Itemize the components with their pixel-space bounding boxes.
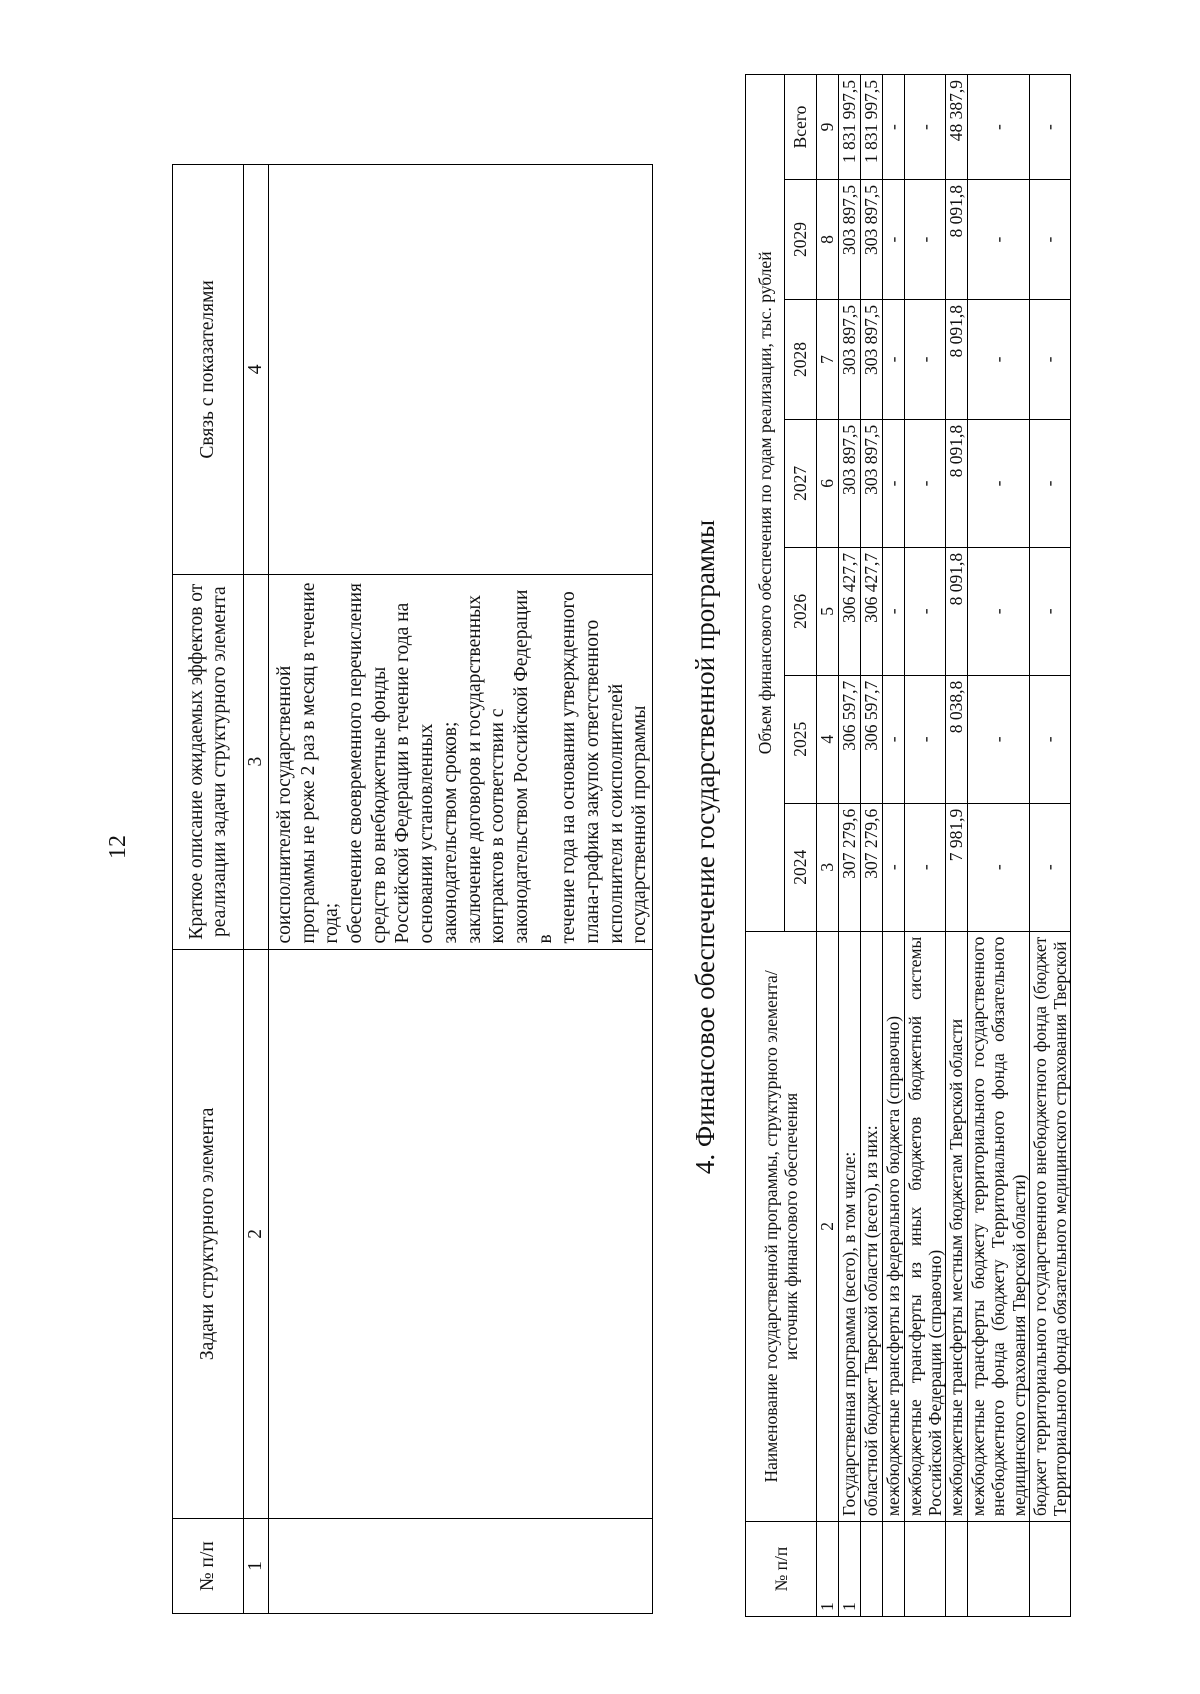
table-row bbox=[269, 165, 653, 1614]
value-cell: - bbox=[905, 675, 946, 803]
value-cell: 306 427,7 bbox=[839, 547, 861, 675]
header-volume: Объем финансового обеспечения по годам реализации, тыс. рублей bbox=[746, 75, 785, 932]
value-cell: - bbox=[968, 547, 1029, 675]
value-cell: 1 831 997,5 bbox=[839, 75, 861, 180]
description-line: законодательством сроков; bbox=[439, 721, 461, 944]
value-cell: - bbox=[883, 675, 905, 803]
section-title: 4. Финансовое обеспечение государственной программы bbox=[690, 519, 720, 1175]
description-line: средств во внебюджетные фонды bbox=[368, 666, 390, 944]
header-cell: Краткое описание ожидаемых эффектов от реализации задачи структурного элемента bbox=[173, 574, 244, 949]
row-number bbox=[946, 1522, 968, 1617]
value-cell: 8 091,8 bbox=[946, 547, 968, 675]
value-cell: 8 091,8 bbox=[946, 180, 968, 300]
value-cell: - bbox=[905, 419, 946, 547]
year-cell: 2029 bbox=[785, 180, 817, 300]
column-number: 6 bbox=[817, 419, 839, 547]
financing-header-row bbox=[746, 75, 785, 1617]
value-cell: - bbox=[1029, 299, 1070, 419]
row-number-cell bbox=[269, 1519, 653, 1614]
task-cell bbox=[269, 949, 653, 1519]
value-cell: 303 897,5 bbox=[839, 419, 861, 547]
header-cell: № п/п bbox=[173, 1519, 244, 1614]
table-row bbox=[905, 75, 946, 1617]
value-cell: 306 597,7 bbox=[861, 675, 883, 803]
value-cell: 307 279,6 bbox=[839, 803, 861, 931]
tasks-table bbox=[172, 164, 653, 1614]
page-number: 12 bbox=[105, 835, 131, 859]
value-cell: - bbox=[968, 675, 1029, 803]
value-cell: - bbox=[905, 803, 946, 931]
effects-description bbox=[269, 574, 653, 949]
description-line: законодательством Российской Федерации в bbox=[510, 589, 556, 944]
indicators-cell bbox=[269, 165, 653, 575]
row-number: 1 bbox=[839, 1522, 861, 1617]
value-cell: - bbox=[1029, 180, 1070, 300]
value-cell: - bbox=[905, 299, 946, 419]
value-cell: - bbox=[883, 547, 905, 675]
row-number bbox=[883, 1522, 905, 1617]
value-cell: 303 897,5 bbox=[839, 299, 861, 419]
row-name: межбюджетные трансферты из федерального бюджета (справочно) bbox=[883, 931, 905, 1521]
description-line: Российской Федерации в течение года на bbox=[392, 602, 414, 944]
row-name: Государственная программа (всего), в том числе: bbox=[839, 931, 861, 1521]
description-line: обеспечение своевременного перечисления bbox=[345, 582, 367, 944]
financing-table bbox=[745, 74, 1071, 1617]
financing-rows bbox=[839, 75, 1071, 1617]
row-name: межбюджетные трансферты бюджету территориального государственного внебюджетного фонда (бюджету Территориального фонда обязательного медицинского страхования Тверской области) bbox=[968, 931, 1029, 1521]
column-number: 5 bbox=[817, 547, 839, 675]
column-number: 8 bbox=[817, 180, 839, 300]
tasks-header-row bbox=[173, 165, 244, 1614]
column-number-row bbox=[817, 75, 839, 1617]
description-line: заключение договоров и государственных bbox=[463, 594, 485, 944]
row-name: межбюджетные трансферты местным бюджетам Тверской области bbox=[946, 931, 968, 1521]
value-cell: 307 279,6 bbox=[861, 803, 883, 931]
value-cell: 306 597,7 bbox=[839, 675, 861, 803]
value-cell: - bbox=[968, 803, 1029, 931]
value-cell: - bbox=[905, 180, 946, 300]
column-number: 2 bbox=[244, 949, 269, 1519]
table-row bbox=[839, 75, 861, 1617]
row-number bbox=[968, 1522, 1029, 1617]
header-name: Наименование государственной программы, структурного элемента/источник финансового обеспечения bbox=[746, 931, 817, 1521]
column-number: 1 bbox=[244, 1519, 269, 1614]
table-row bbox=[1029, 75, 1070, 1617]
column-number-row bbox=[244, 165, 269, 1614]
year-cell: 2024 bbox=[785, 803, 817, 931]
description-line: основании установленных bbox=[416, 723, 438, 944]
description-line: соисполнителей государственной bbox=[274, 665, 295, 944]
header-cell: Задачи структурного элемента bbox=[173, 949, 244, 1519]
description-line: государственной программы bbox=[629, 705, 651, 944]
row-name: областной бюджет Тверской области (всего), из них: bbox=[861, 931, 883, 1521]
header-cell: Связь с показателями bbox=[173, 165, 244, 575]
value-cell: 8 091,8 bbox=[946, 299, 968, 419]
value-cell: - bbox=[905, 75, 946, 180]
year-cell: 2028 bbox=[785, 299, 817, 419]
description-line: программы не реже 2 раз в месяц в течение bbox=[297, 582, 319, 944]
value-cell: - bbox=[968, 75, 1029, 180]
value-cell: - bbox=[1029, 419, 1070, 547]
value-cell: - bbox=[1029, 75, 1070, 180]
table-row bbox=[946, 75, 968, 1617]
table-row bbox=[861, 75, 883, 1617]
row-number bbox=[905, 1522, 946, 1617]
value-cell: 306 427,7 bbox=[861, 547, 883, 675]
value-cell: - bbox=[883, 180, 905, 300]
description-line: года; bbox=[321, 902, 343, 944]
row-number bbox=[861, 1522, 883, 1617]
row-name: межбюджетные трансферты из иных бюджетов бюджетной системы Российской Федерации (справочно) bbox=[905, 931, 946, 1521]
description-line: исполнителя и соисполнителей bbox=[605, 683, 627, 944]
value-cell: - bbox=[968, 299, 1029, 419]
value-cell: 1 831 997,5 bbox=[861, 75, 883, 180]
value-cell: 7 981,9 bbox=[946, 803, 968, 931]
row-name: бюджет территориального государственного внебюджетного фонда (бюджет Территориального фонда обязательного медицинского страхования Тверской bbox=[1029, 931, 1070, 1521]
table-row bbox=[968, 75, 1029, 1617]
column-number: 9 bbox=[817, 75, 839, 180]
value-cell: 303 897,5 bbox=[861, 419, 883, 547]
year-cell: 2026 bbox=[785, 547, 817, 675]
value-cell: - bbox=[968, 180, 1029, 300]
column-number: 2 bbox=[817, 931, 839, 1521]
description-line: контрактов в соответствии с bbox=[487, 708, 509, 944]
value-cell: - bbox=[883, 299, 905, 419]
value-cell: - bbox=[883, 419, 905, 547]
value-cell: 8 091,8 bbox=[946, 419, 968, 547]
year-cell: 2025 bbox=[785, 675, 817, 803]
year-cell: Всего bbox=[785, 75, 817, 180]
column-number: 3 bbox=[244, 574, 269, 949]
column-number: 7 bbox=[817, 299, 839, 419]
table-row bbox=[883, 75, 905, 1617]
column-number: 1 bbox=[817, 1522, 839, 1617]
value-cell: - bbox=[883, 75, 905, 180]
value-cell: - bbox=[1029, 547, 1070, 675]
value-cell: - bbox=[968, 419, 1029, 547]
value-cell: 48 387,9 bbox=[946, 75, 968, 180]
year-cell: 2027 bbox=[785, 419, 817, 547]
value-cell: 303 897,5 bbox=[861, 299, 883, 419]
value-cell: - bbox=[1029, 675, 1070, 803]
value-cell: - bbox=[905, 547, 946, 675]
column-number: 3 bbox=[817, 803, 839, 931]
header-num: № п/п bbox=[746, 1522, 817, 1617]
value-cell: - bbox=[883, 803, 905, 931]
column-number: 4 bbox=[817, 675, 839, 803]
value-cell: 303 897,5 bbox=[861, 180, 883, 300]
description-line: плана-графика закупок ответственного bbox=[581, 619, 603, 944]
value-cell: - bbox=[1029, 803, 1070, 931]
row-number bbox=[1029, 1522, 1070, 1617]
description-line: течение года на основании утвержденного bbox=[558, 591, 580, 944]
value-cell: 303 897,5 bbox=[839, 180, 861, 300]
value-cell: 8 038,8 bbox=[946, 675, 968, 803]
column-number: 4 bbox=[244, 165, 269, 575]
